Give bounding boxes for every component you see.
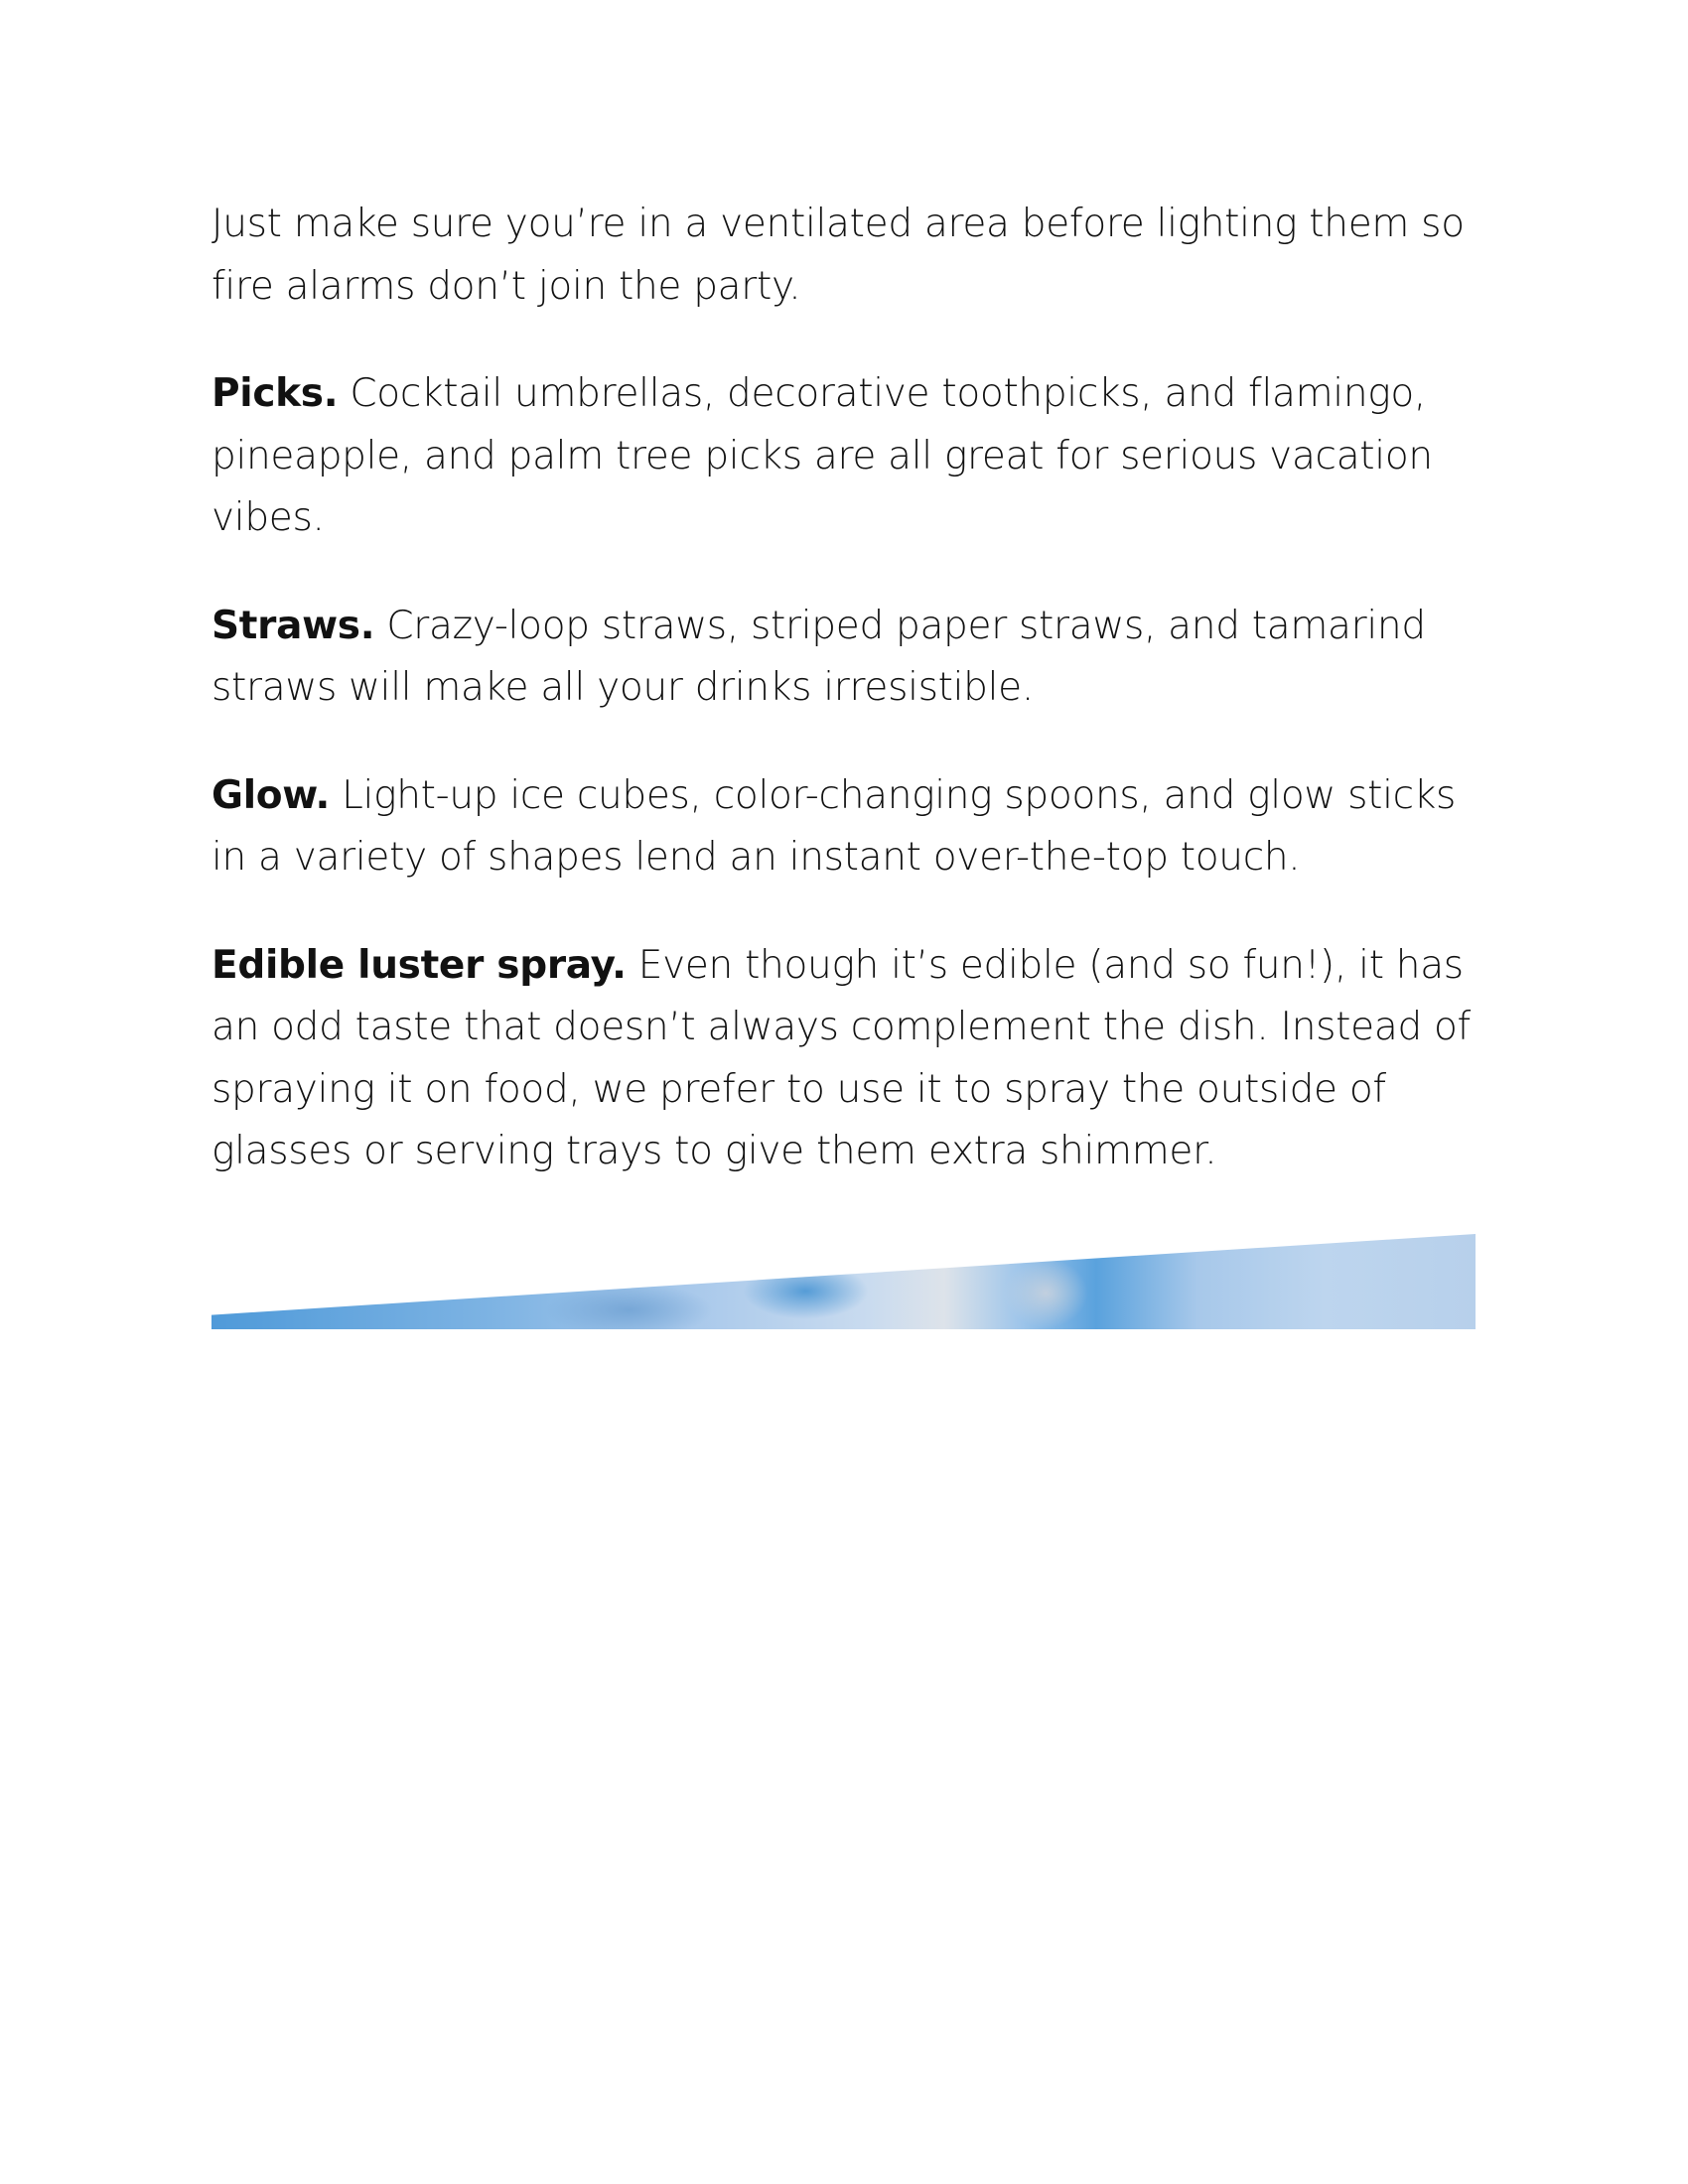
intro-paragraph: Just make sure you’re in a ventilated area before lighting them so fire alarms don’t join the party. (211, 202, 1465, 309)
tip-edible-luster-spray (211, 935, 1477, 1183)
tip-heading: Picks. (211, 371, 339, 416)
tip-heading: Glow. (211, 772, 331, 818)
document-body (211, 194, 1477, 1229)
tip-glow (211, 765, 1477, 889)
tip-heading: Straws. (211, 603, 375, 648)
tip-straws (211, 596, 1477, 720)
tip-heading: Edible luster spray. (211, 942, 627, 988)
tip-text: Crazy-loop straws, striped paper straws, and tamarind straws will make all your drinks irresistible. (211, 603, 1426, 710)
tip-picks (211, 363, 1477, 550)
decorative-photo-strip (211, 1234, 1476, 1329)
tip-text: Light-up ice cubes, color-changing spoons, and glow sticks in a variety of shapes lend an instant over-the-top touch. (211, 772, 1457, 880)
tip-text: Cocktail umbrellas, decorative toothpicks, and flamingo, pineapple, and palm tree picks are all great for serious vacation vibes. (211, 371, 1433, 540)
tip-text: Even though it’s edible (and so fun!), it has an odd taste that doesn’t always complement the dish. Instead of spraying it on food, we prefer to use it to spray the outside of glasses or serving trays to give them extra shimmer. (211, 942, 1471, 1173)
